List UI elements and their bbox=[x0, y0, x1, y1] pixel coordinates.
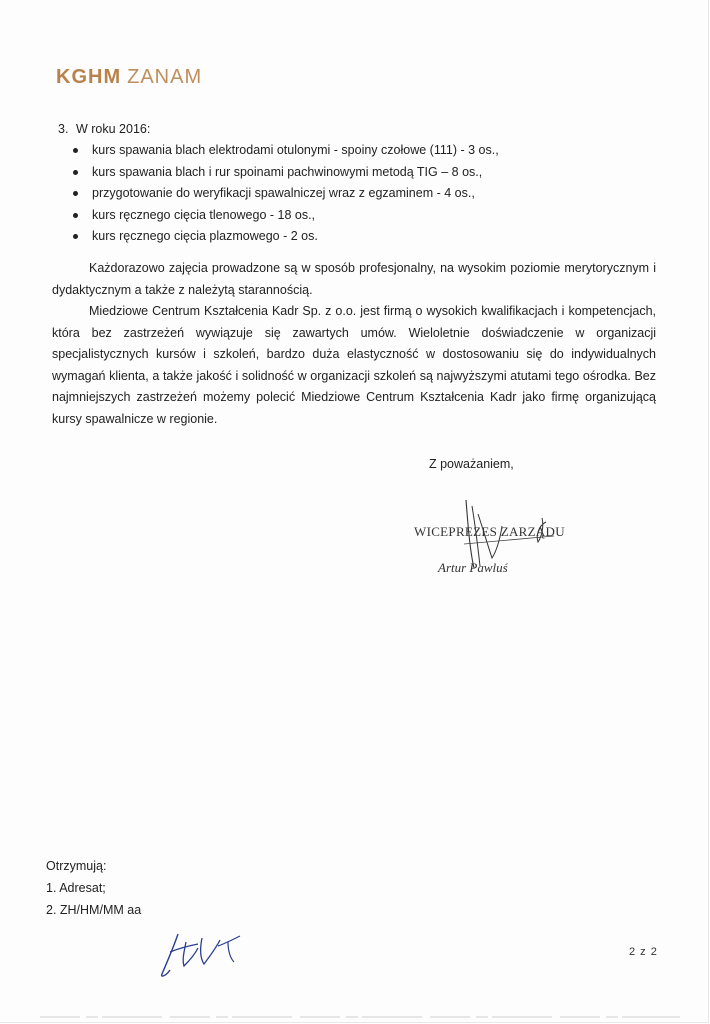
bullet-icon bbox=[73, 234, 78, 239]
logo-brand: KGHM bbox=[56, 66, 122, 88]
stamp-title: WICEPREZES ZARZĄDU bbox=[414, 524, 565, 539]
list-item: kurs spawania blach elektrodami otulonymi - spoiny czołowe (111) - 3 os., bbox=[58, 140, 499, 162]
recipient-item: 1. Adresat; bbox=[46, 881, 106, 895]
bullet-icon bbox=[73, 191, 78, 196]
signature-block bbox=[404, 496, 604, 596]
recipients-label: Otrzymują: bbox=[46, 859, 107, 873]
stamp-name: Artur Pawluś bbox=[438, 560, 508, 575]
scan-edge-divider bbox=[40, 1015, 680, 1019]
logo-subbrand: ZANAM bbox=[127, 66, 203, 88]
company-logo bbox=[56, 66, 202, 89]
recipient-item: 2. ZH/HM/MM aa bbox=[46, 903, 142, 917]
page-number: 2 z 2 bbox=[629, 946, 658, 958]
handwritten-signature-icon bbox=[404, 496, 604, 596]
body-paragraph-2: Miedziowe Centrum Kształcenia Kadr Sp. z o.o. jest firmą o wysokich kwalifikacjach i kompetencjach, która bez zastrzeżeń wywiązuje się zawartych umów. Wieloletnie doświadczenie w organizacji specjalistycznych kursów i szkoleń, bardzo duża elastyczność w dostosowaniu się do indywidualnych wymagań klienta, a także jakość i solidność w organizacji szkoleń są najwyższymi atutami tego ośrodka. Bez najmniejszych zastrzeżeń możemy polecić Miedziowe Centrum Kształcenia Kadr jako firmę organizującą kursy spawalnicze w regionie. bbox=[52, 304, 656, 426]
closing-salutation: Z poważaniem, bbox=[429, 457, 514, 471]
section-heading bbox=[58, 122, 150, 136]
bullet-icon bbox=[73, 170, 78, 175]
body-paragraph-1: Każdorazowo zajęcia prowadzone są w sposób profesjonalny, na wysokim poziomie merytorycznym i dydaktycznym a także z należytą starannością. bbox=[52, 261, 656, 297]
handwritten-initials-icon bbox=[158, 926, 248, 982]
list-item: kurs spawania blach i rur spoinami pachwinowymi metodą TIG – 8 os., bbox=[58, 162, 499, 184]
section-title: W roku 2016: bbox=[76, 122, 151, 136]
list-item: kurs ręcznego cięcia tlenowego - 18 os., bbox=[58, 205, 499, 227]
list-item: kurs ręcznego cięcia plazmowego - 2 os. bbox=[58, 226, 499, 248]
list-item: przygotowanie do weryfikacji spawalniczej wraz z egzaminem - 4 os., bbox=[58, 183, 499, 205]
section-number: 3. bbox=[58, 122, 69, 136]
recipients-block bbox=[46, 855, 141, 921]
bullet-icon bbox=[73, 148, 78, 153]
bullet-icon bbox=[73, 213, 78, 218]
course-list bbox=[58, 140, 499, 248]
